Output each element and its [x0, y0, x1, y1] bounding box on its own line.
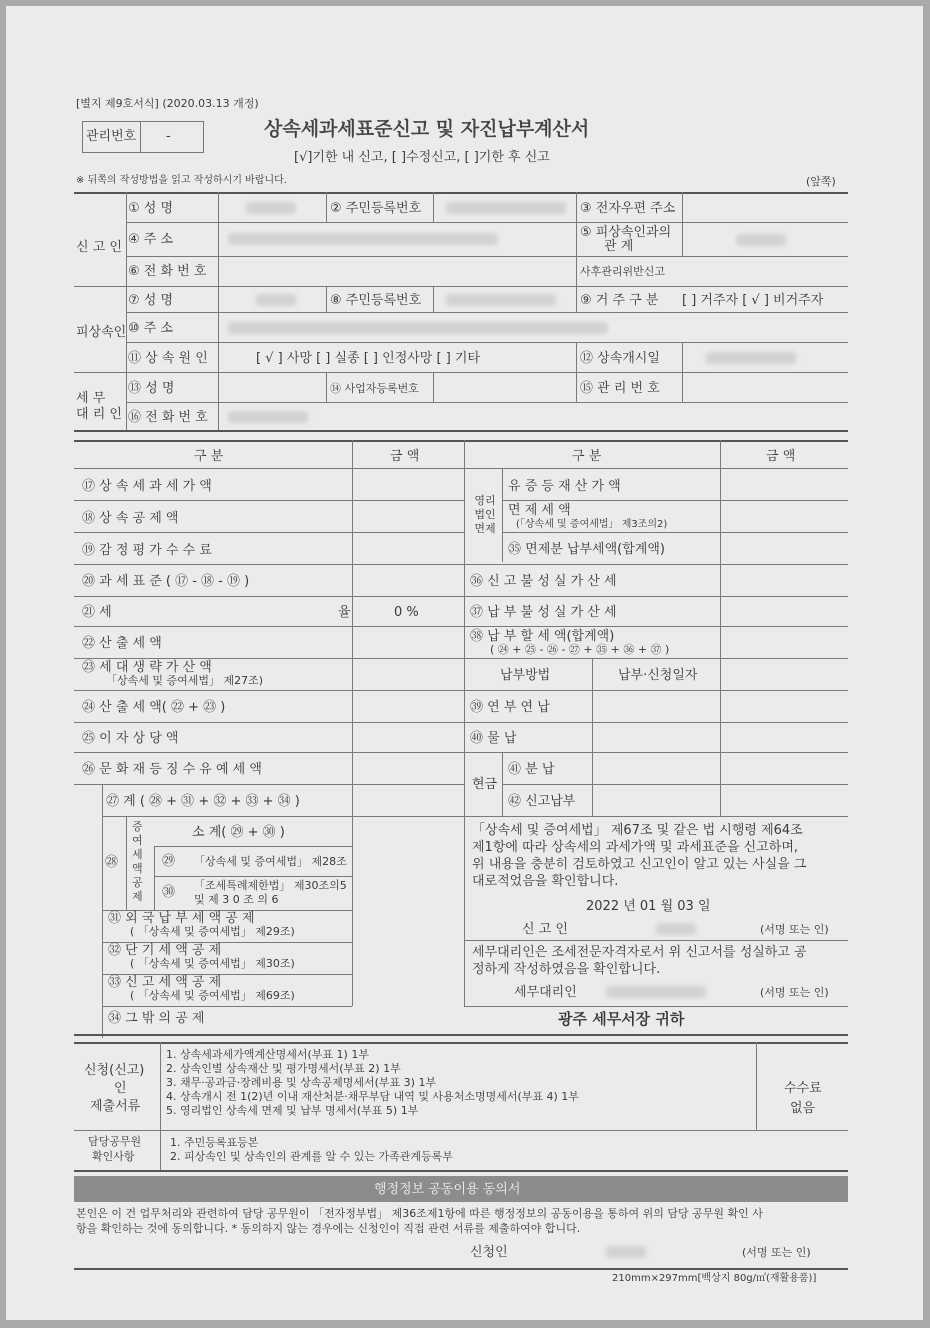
- officer-item-1: 1. 주민등록표등본: [170, 1136, 259, 1149]
- relation-label-2: 관 계: [604, 239, 634, 254]
- row-38-title: ㊳ 납 부 할 세 액(합계액): [470, 629, 615, 644]
- row-19: ⑲ 감 정 평 가 수 수 료: [82, 543, 212, 558]
- declaration-line-3: 위 내용을 충분히 검토하였고 신고인이 알고 있는 사실을 그: [472, 857, 807, 872]
- row-29-number: ㉙: [162, 854, 176, 869]
- row-33-title: ㉝ 신 고 세 액 공 제: [108, 975, 222, 990]
- relation-label-1: ⑤ 피상속인과의: [580, 225, 672, 240]
- reporter-address-label: ④ 주 소: [128, 232, 174, 247]
- declaration-line-1: 「상속세 및 증여세법」 제67조 및 같은 법 시행령 제64조: [472, 823, 803, 838]
- reporter-rrn-label: ② 주민등록번호: [330, 201, 422, 216]
- reporter-name-redacted: [246, 202, 296, 214]
- row-24: ㉔ 산 출 세 액( ㉒ + ㉓ ): [82, 700, 226, 715]
- agent-bizno-label: ⑭ 사업자등록번호: [330, 382, 419, 395]
- officer-label-1: 담당공무원: [88, 1135, 142, 1148]
- post-violation-label: 사후관리위반신고: [580, 265, 666, 278]
- agent-phone-redacted: [228, 411, 308, 423]
- residency-options: [ ] 거주자 [ √ ] 비거주자: [682, 293, 824, 308]
- reporter-rrn-redacted: [446, 202, 566, 214]
- gift-credit-subtotal: 소 계( ㉙ + ㉚ ): [192, 825, 285, 840]
- attachments-label-3: 제출서류: [90, 1099, 141, 1114]
- row-36: ㊱ 신 고 불 성 실 가 산 세: [470, 574, 617, 589]
- tax-office-recipient: 광주 세무서장 귀하: [558, 1010, 685, 1028]
- row-18: ⑱ 상 속 공 제 액: [82, 511, 179, 526]
- relation-redacted: [736, 234, 786, 246]
- row-22: ㉒ 산 출 세 액: [82, 636, 162, 651]
- applicant-label: 신청인: [470, 1245, 508, 1260]
- declaration-line-2: 제1항에 따라 상속세의 과세가액 및 과세표준을 신고하며,: [472, 840, 799, 855]
- report-type: [√]기한 내 신고, [ ]수정신고, [ ]기한 후 신고: [294, 150, 550, 165]
- calc-header-left-division: 구 분: [194, 449, 224, 464]
- declaration-reporter-label: 신 고 인: [522, 922, 568, 937]
- front-side-label: (앞쪽): [806, 175, 836, 188]
- attachment-item-5: 5. 영리법인 상속세 면제 및 납부 명세서(부표 5) 1부: [166, 1104, 419, 1117]
- row-39: ㊴ 연 부 연 납: [470, 700, 550, 715]
- residency-label: ⑨ 거 주 구 분: [580, 293, 659, 308]
- reporter-name-label: ① 성 명: [128, 201, 174, 216]
- row-31-law: ( 「상속세 및 증여세법」 제29조): [130, 925, 295, 938]
- reporter-section: 신 고 인: [76, 240, 122, 255]
- declaration-line-4: 대로적었음을 확인합니다.: [472, 874, 619, 889]
- gift-credit-label: 증여세액공제: [132, 820, 143, 903]
- row-29-law: 「상속세 및 증여세법」 제28조: [194, 855, 347, 868]
- row-23-law: 「상속세 및 증여세법」 제27조): [106, 674, 264, 687]
- row-33-law: ( 「상속세 및 증여세법」 제69조): [130, 989, 295, 1002]
- calc-header-left-amount: 금 액: [390, 449, 420, 464]
- row-34: ㉞ 그 밖 의 공 제: [108, 1011, 205, 1026]
- row-17: ⑰ 상 속 세 과 세 가 액: [82, 479, 212, 494]
- fee-label: 수수료: [784, 1081, 822, 1096]
- reporter-address-redacted: [228, 233, 498, 245]
- agent-name-label: ⑬ 성 명: [128, 381, 175, 396]
- reporter-phone-label: ⑥ 전 화 번 호: [128, 264, 207, 279]
- officer-item-2: 2. 피상속인 및 상속인의 관계를 알 수 있는 가족관계등록부: [170, 1150, 453, 1163]
- row-35: ㉟ 면제분 납부세액(합계액): [508, 542, 665, 557]
- agent-signature-redacted: [606, 986, 706, 998]
- agent-mgmt-label: ⑮ 관 리 번 호: [580, 381, 660, 396]
- start-date-redacted: [706, 352, 796, 364]
- mgmt-number-label: 관리번호: [86, 129, 137, 144]
- cause-label: ⑪ 상 속 원 인: [128, 351, 208, 366]
- officer-label-2: 확인사항: [92, 1150, 135, 1163]
- decedent-section: 피상속인: [76, 325, 127, 340]
- consent-text-1: 본인은 이 건 업무처리와 관련하여 담당 공무원이 「전자정부법」 제36조제1항에 따른 행정정보의 공동이용을 통하여 위의 담당 공무원 확인 사: [76, 1207, 763, 1220]
- row-42: ㊷ 신고납부: [508, 794, 576, 809]
- pay-method-header: 납부방법: [500, 668, 551, 683]
- paper-spec: 210mm×297mm[백상지 80g/㎡(재활용품)]: [612, 1273, 817, 1284]
- tax-rate-value: 0 %: [394, 605, 419, 620]
- instruction-note: ※ 뒤쪽의 작성방법을 읽고 작성하시기 바랍니다.: [76, 175, 287, 186]
- row-23-title: ㉓ 세 대 생 략 가 산 액: [82, 660, 212, 675]
- agent-sign-placeholder: (서명 또는 인): [760, 986, 829, 999]
- decedent-name-label: ⑦ 성 명: [128, 293, 174, 308]
- reporter-signature-redacted: [656, 923, 696, 935]
- attachments-label-2: 인: [114, 1081, 127, 1096]
- reporter-sign-placeholder: (서명 또는 인): [760, 923, 829, 936]
- row-bequest-value: 유 증 등 재 산 가 액: [508, 479, 621, 494]
- decedent-name-redacted: [256, 294, 296, 306]
- attachment-item-1: 1. 상속세과세가액계산명세서(부표 1) 1부: [166, 1048, 369, 1061]
- cash-label: 현금: [472, 777, 498, 792]
- consent-title: 행정정보 공동이용 동의서: [374, 1182, 521, 1197]
- mgmt-number-value: -: [166, 129, 171, 144]
- row-32-title: ㉜ 단 기 세 액 공 제: [108, 943, 222, 958]
- agent-statement-2: 정하게 작성하였음을 확인합니다.: [472, 962, 661, 977]
- row-26: ㉖ 문 화 재 등 징 수 유 예 세 액: [82, 762, 262, 777]
- row-38-formula: ( ㉔ + ㉕ - ㉖ - ㉗ + ㉟ + ㊱ + ㊲ ): [490, 643, 670, 656]
- agent-section-2: 대 리 인: [76, 407, 122, 422]
- row-30-law-a: 「조세특례제한법」 제30조의5: [194, 879, 347, 892]
- cause-options: [ √ ] 사망 [ ] 실종 [ ] 인정사망 [ ] 기타: [256, 351, 481, 366]
- row-27: ㉗ 계 ( ㉘ + ㉛ + ㉜ + ㉝ + ㉞ ): [106, 794, 300, 809]
- row-30-law-b: 및 제 3 0 조 의 6: [194, 893, 279, 906]
- row-exempt-tax-law: (「상속세 및 증여세법」 제3조의2): [516, 519, 668, 530]
- decedent-address-redacted: [228, 322, 608, 334]
- row-25: ㉕ 이 자 상 당 액: [82, 731, 179, 746]
- agent-statement-1: 세무대리인은 조세전문자격자로서 위 신고서를 성실하고 공: [472, 945, 807, 960]
- consent-text-2: 항을 확인하는 것에 동의합니다. * 동의하지 않는 경우에는 신청인이 직접 관련 서류를 제출하여야 합니다.: [76, 1222, 581, 1235]
- calc-header-right-division: 구 분: [572, 449, 602, 464]
- attachment-item-2: 2. 상속인별 상속재산 및 평가명세서(부표 2) 1부: [166, 1062, 401, 1075]
- decedent-rrn-redacted: [446, 294, 556, 306]
- applicant-sign-placeholder: (서명 또는 인): [742, 1246, 811, 1259]
- row-37: ㊲ 납 부 불 성 실 가 산 세: [470, 605, 617, 620]
- agent-section-1: 세 무: [76, 391, 106, 406]
- row-21-suffix: 율: [338, 605, 351, 620]
- attachment-item-4: 4. 상속개시 전 1(2)년 이내 재산처분·채무부담 내역 및 사용처소명명세서(부표 4) 1부: [166, 1090, 579, 1103]
- agent-sign-label: 세무대리인: [514, 985, 577, 1000]
- row-28-number: ㉘: [105, 855, 119, 870]
- form-title: 상속세과세표준신고 및 자진납부계산서: [264, 118, 590, 140]
- decedent-rrn-label: ⑧ 주민등록번호: [330, 293, 422, 308]
- agent-phone-label: ⑯ 전 화 번 호: [128, 410, 208, 425]
- row-exempt-tax: 면 제 세 액: [508, 503, 571, 518]
- attachment-item-3: 3. 채무·공과금·장례비용 및 상속공제명세서(부표 3) 1부: [166, 1076, 437, 1089]
- pay-date-header: 납부·신청일자: [618, 668, 698, 683]
- row-32-law: ( 「상속세 및 증여세법」 제30조): [130, 957, 295, 970]
- applicant-signature-redacted: [606, 1246, 646, 1258]
- form-page: [6, 6, 923, 1320]
- attachments-label-1: 신청(신고): [84, 1063, 145, 1078]
- row-31-title: ㉛ 외 국 납 부 세 액 공 제: [108, 911, 255, 926]
- row-30-number: ㉚: [162, 885, 176, 900]
- row-21-label: ㉑ 세: [82, 605, 112, 620]
- row-41: ㊶ 분 납: [508, 762, 555, 777]
- corp-exempt-label: 영리법인면제: [474, 494, 496, 535]
- reporter-email-label: ③ 전자우편 주소: [580, 201, 676, 216]
- fee-value: 없음: [790, 1101, 816, 1116]
- form-id: [별지 제9호서식] (2020.03.13 개정): [76, 97, 259, 110]
- decedent-address-label: ⑩ 주 소: [128, 321, 174, 336]
- row-20: ⑳ 과 세 표 준 ( ⑰ - ⑱ - ⑲ ): [82, 574, 250, 589]
- calc-header-right-amount: 금 액: [766, 449, 796, 464]
- row-40: ㊵ 물 납: [470, 731, 517, 746]
- start-date-label: ⑫ 상속개시일: [580, 351, 660, 366]
- declaration-date: 2022 년 01 월 03 일: [586, 899, 711, 914]
